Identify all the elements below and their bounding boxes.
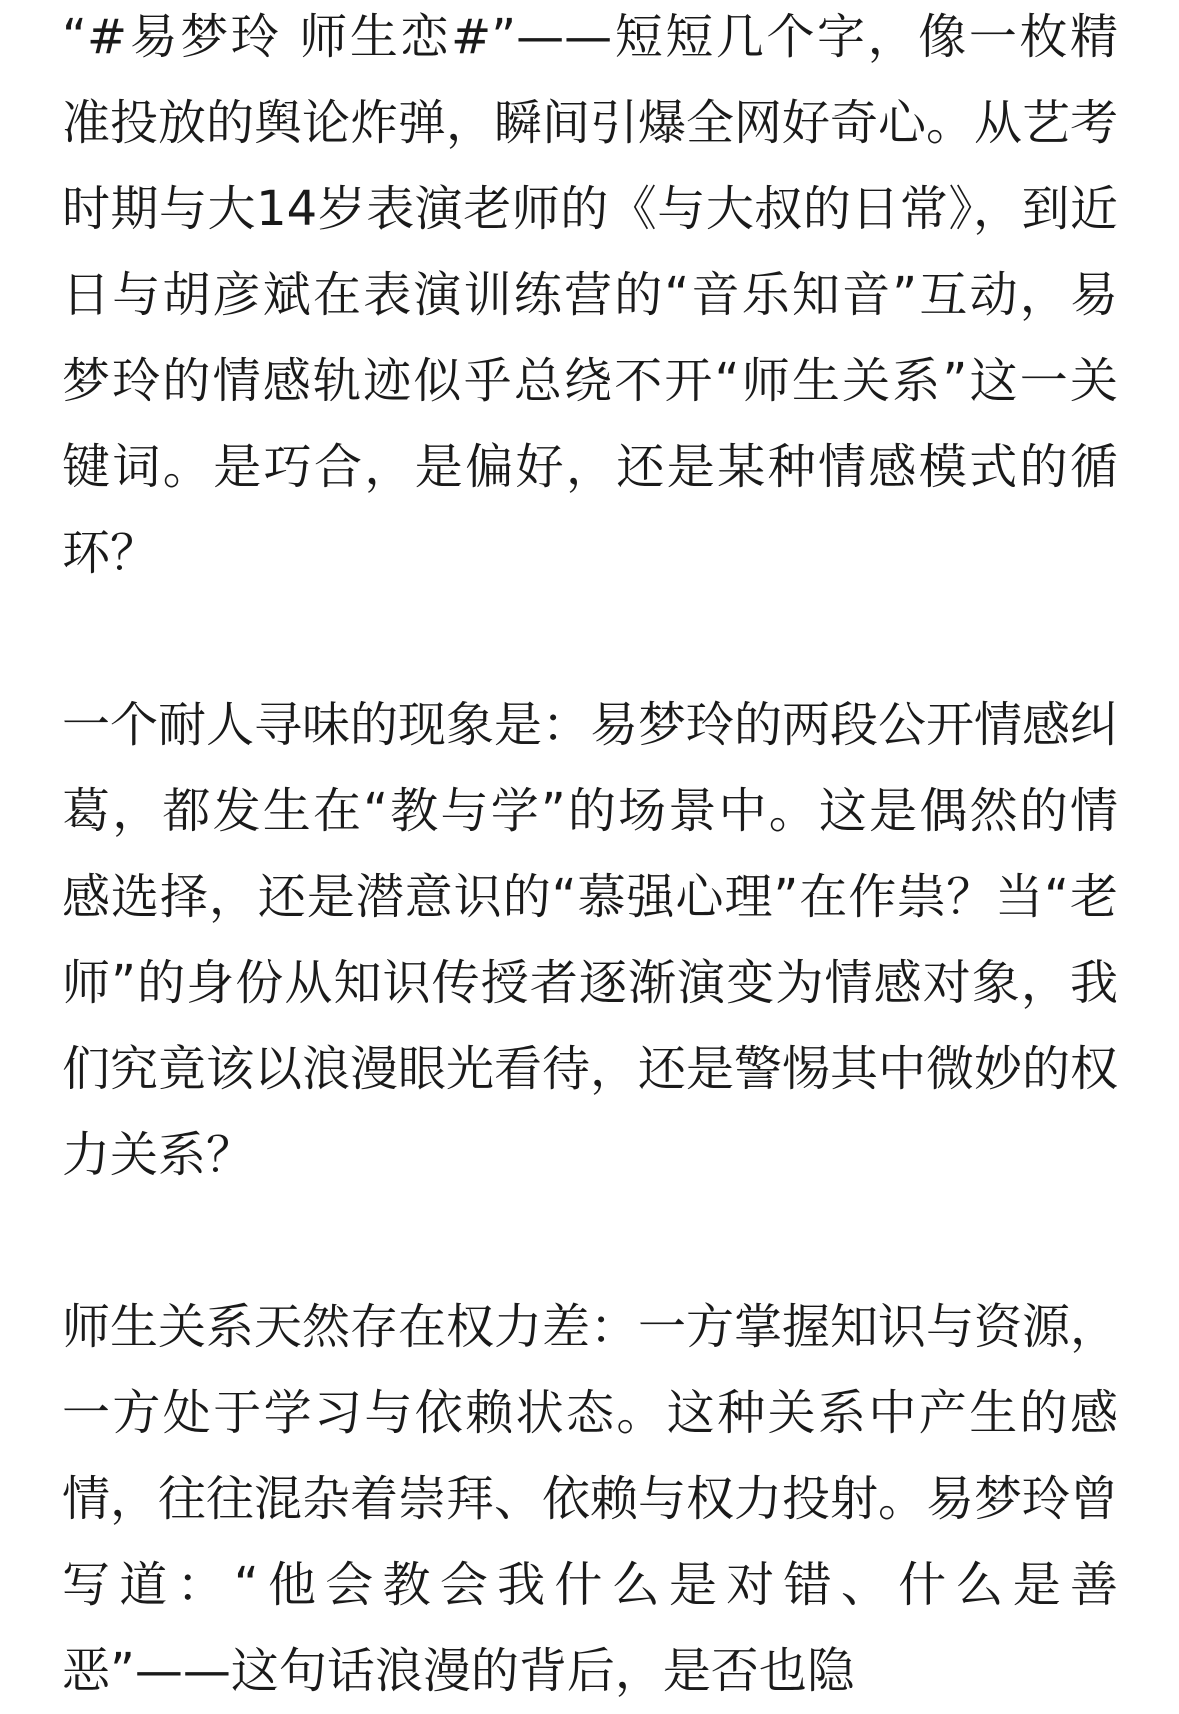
article-paragraph: 一个耐人寻味的现象是：易梦玲的两段公开情感纠葛，都发生在“教与学”的场景中。这是偶然的情感选择，还是潜意识的“慕强心理”在作祟？当“老师”的身份从知识传授者逐渐演变为情感对象，我们究竟该以浪漫眼光看待，还是警惕其中微妙的权力关系？ xyxy=(62,697,1119,1183)
article-body xyxy=(62,0,1118,1714)
article-paragraph: “#易梦玲 师生恋#”——短短几个字，像一枚精准投放的舆论炸弹，瞬间引爆全网好奇心。从艺考时期与大14岁表演老师的《与大叔的日常》，到近日与胡彦斌在表演训练营的“音乐知音”互动，易梦玲的情感轨迹似乎总绕不开“师生关系”这一关键词。是巧合，是偏好，还是某种情感模式的循环？ xyxy=(62,9,1119,581)
paragraph-spacer xyxy=(62,1198,1118,1284)
article-paragraph: 师生关系天然存在权力差：一方掌握知识与资源，一方处于学习与依赖状态。这种关系中产生的感情，往往混杂着崇拜、依赖与权力投射。易梦玲曾写道：“他会教会我什么是对错、什么是善恶”——这句话浪漫的背后，是否也隐 xyxy=(62,1299,1119,1699)
paragraph-spacer xyxy=(62,596,1118,682)
